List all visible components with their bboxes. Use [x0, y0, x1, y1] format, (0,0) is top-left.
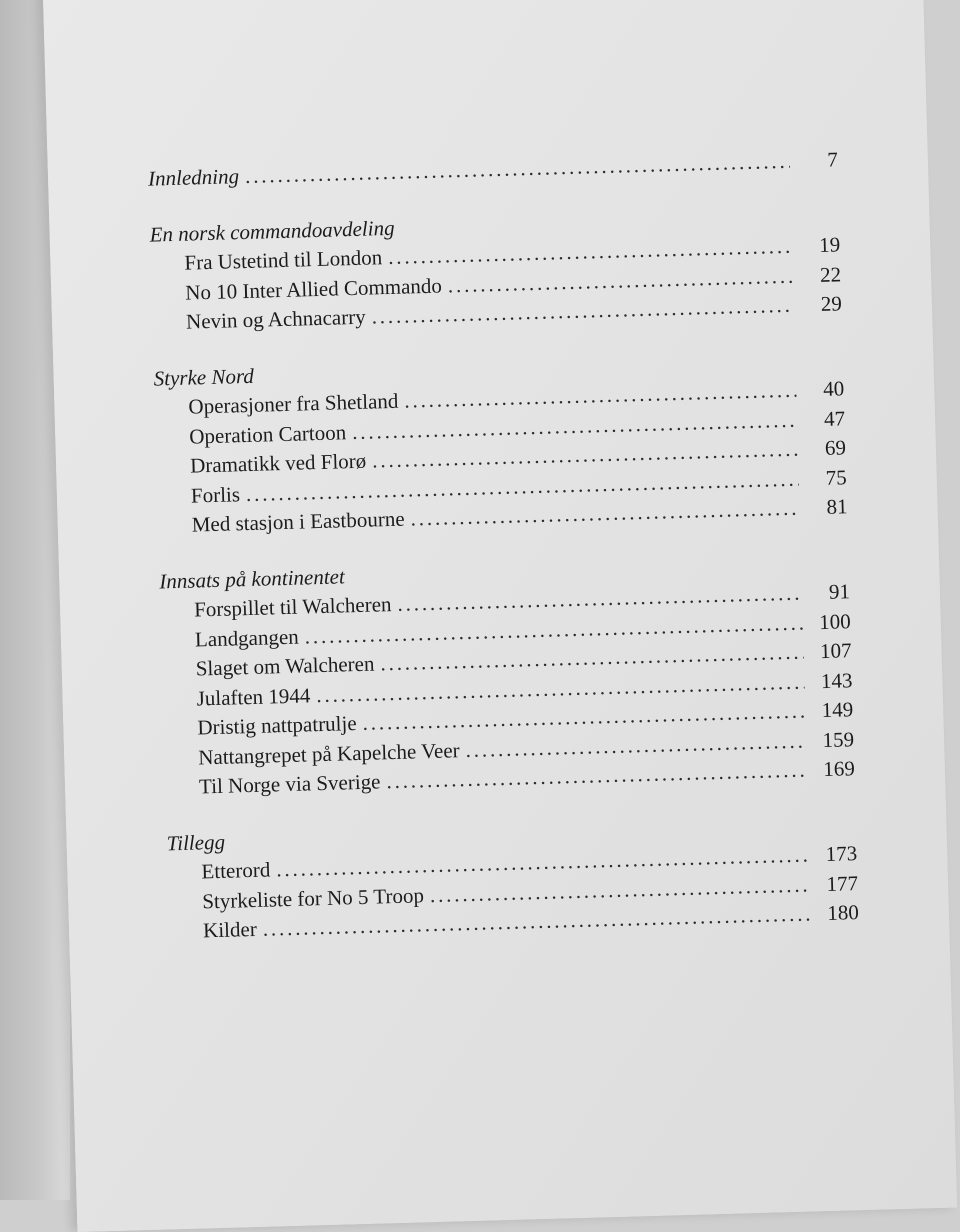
toc-entry-label: Forspillet til Walcheren [193, 592, 392, 622]
toc-section-heading-label: En norsk commandoavdeling [149, 215, 395, 247]
toc-section-heading-label: Styrke Nord [153, 363, 255, 391]
toc-section [166, 810, 859, 947]
table-of-contents [148, 145, 860, 972]
toc-page-number: 180 [827, 900, 860, 925]
toc-section [149, 201, 842, 338]
toc-entry-label: Nevin og Achnacarry [185, 304, 366, 334]
toc-intro [148, 145, 839, 194]
toc-entry-label: Kilder [202, 916, 258, 943]
toc-page-number: 69 [824, 435, 847, 460]
toc-section [153, 345, 848, 541]
toc-page-number: 100 [818, 608, 852, 634]
toc-page-number: 40 [822, 376, 845, 401]
toc-page-number: 81 [826, 494, 848, 519]
toc-entry-label: Forlis [190, 481, 241, 508]
toc-entry-label: Fra Ustetind til London [184, 245, 383, 275]
toc-page-number: 29 [820, 291, 843, 316]
toc-entry-label: Dramatikk ved Florø [189, 448, 367, 478]
toc-page-number: 149 [821, 697, 854, 723]
toc-page-number: 159 [822, 726, 855, 752]
toc-entry-label: No 10 Inter Allied Commando [184, 273, 443, 305]
toc-entry-label: Dristig nattpatrulje [197, 711, 357, 740]
toc-entry-label: Julaften 1944 [196, 682, 311, 711]
toc-entry-label: Landgangen [194, 624, 300, 652]
toc-page-number: 19 [818, 232, 841, 257]
book-page [43, 0, 957, 1232]
toc-page-number: 143 [820, 667, 853, 693]
toc-entry-label: Operation Cartoon [188, 419, 347, 449]
toc-page-number: 75 [825, 464, 848, 490]
toc-entry-intro [148, 145, 839, 194]
toc-section-heading-label: Tillegg [166, 829, 226, 855]
toc-section-heading-label: Innsats på kontinentet [159, 563, 346, 593]
dot-leader [245, 147, 791, 192]
toc-section [159, 548, 855, 803]
toc-page-number: 169 [823, 756, 856, 782]
toc-entry-label: Etterord [201, 857, 271, 884]
toc-page-number: 7 [826, 147, 839, 172]
toc-entry-label: Med stasjon i Eastbourne [191, 506, 405, 537]
toc-page-number: 22 [819, 261, 842, 287]
toc-page-number: 177 [826, 870, 859, 896]
toc-page-number: 91 [828, 579, 851, 604]
toc-page-number: 47 [823, 405, 846, 431]
toc-entry-label: Slaget om Walcheren [195, 651, 375, 681]
toc-page-number: 173 [825, 841, 858, 866]
toc-entry-label: Styrkeliste for No 5 Troop [201, 882, 425, 913]
toc-page-number: 107 [819, 638, 852, 664]
toc-entry-label: Nattangrepet på Kapelche Veer [197, 737, 460, 769]
toc-entry-label: Innledning [147, 164, 240, 191]
toc-entry-label: Operasjoner fra Shetland [188, 388, 399, 419]
toc-entry-label: Til Norge via Sverige [198, 769, 381, 799]
